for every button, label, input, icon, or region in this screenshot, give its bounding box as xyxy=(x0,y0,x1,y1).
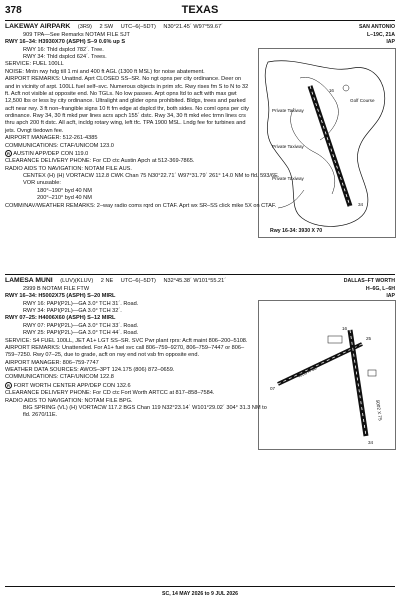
service: SERVICE: FUEL 100LL xyxy=(5,61,64,68)
radar-r-icon: R xyxy=(5,382,12,389)
vor-unusable-2: 200°–210° byd 40 NM xyxy=(37,195,92,202)
runway-16-34-dimension: 5002 X 75 xyxy=(375,399,383,421)
sectional-region: SAN ANTONIO xyxy=(358,24,395,30)
vor-unusable: VOR unusable: xyxy=(23,180,61,187)
iap-label: IAP xyxy=(386,39,395,46)
radio-aids: RADIO AIDS TO NAVIGATION: NOTAM FILE BPG. xyxy=(5,397,133,404)
iap-label: IAP xyxy=(386,293,395,300)
page-number: 378 xyxy=(5,5,22,16)
airport-name: LAMESA MUNI xyxy=(5,277,53,284)
runway-16-34-mark xyxy=(310,86,350,206)
runway-07-label: 07 xyxy=(270,386,276,391)
airport-coords: N32°45.38´ W101°55.21´ xyxy=(163,278,227,284)
runway-34-label: 34 xyxy=(358,202,364,207)
entry-divider xyxy=(5,274,395,275)
airport-ident: (3R9) xyxy=(77,24,92,30)
airport-utc: UTC–6(–5DT) xyxy=(120,278,156,284)
footer-rule xyxy=(5,586,395,587)
runway-07-25-dimension: 4006 X 60 xyxy=(296,365,318,379)
effective-dates: SC, 14 MAY 2026 to 9 JUL 2026 xyxy=(161,591,239,598)
airport-coords: N30°21.45´ W97°59.67´ xyxy=(163,24,223,30)
runway-34: RWY 34: Thld dsplcd 624´. Trees. xyxy=(23,54,107,61)
header-rule xyxy=(5,20,395,21)
runway-16-label: 16 xyxy=(328,88,334,93)
vortac-info: CENTEX (H) (H) VORTACW 112.8 CWK Chan 75 N30°22.71´ W97°31.79´ 261° 14.0 NM to fld. 593/6E. xyxy=(23,173,280,180)
runway-25-label: 25 xyxy=(366,336,372,341)
radio-aids: RADIO AIDS TO NAVIGATION: NOTAM FILE AUS. xyxy=(5,165,132,172)
airport-remarks: AIRPORT REMARKS: Unattended. For A1+ fuel svc call 806–759–9270, 806–759–7447 or 806–759–7250. Rwy 07–25, due to grade, acft on rwy end not vsb fm opposite end. xyxy=(5,344,245,359)
vor-unusable-1: 180°–190° byd 40 NM xyxy=(37,187,92,194)
approach-control: FORT WORTH CENTER APP/DEP CON 132.6 xyxy=(13,382,131,389)
private-taxiway-label-2: Private Taxiway xyxy=(272,144,304,149)
runway-16-34: RWY 16–34: H5002X75 (ASPH) S–20 MIRL xyxy=(5,293,116,300)
private-taxiway-label-3: Private Taxiway xyxy=(272,176,304,181)
runway-main: RWY 16–34: H3930X70 (ASPH) S–9 0.6% up S xyxy=(5,39,126,46)
clearance-delivery: CLEARANCE DELIVERY PHONE: For CD ctc Austin Apch at 512-369-7865. xyxy=(5,158,195,165)
airport-manager: AIRPORT MANAGER: 806–759-7747 xyxy=(5,359,99,366)
private-taxiway-label-1: Private Taxiway xyxy=(272,108,304,113)
airport-name: LAKEWAY AIRPARK xyxy=(5,23,71,30)
runway-07-25: RWY 07–25: H4006X60 (ASPH) S–12 MIRL xyxy=(5,315,116,322)
service: SERVICE: S4 FUEL 100LL, JET A1+ LGT SS–SR. SVC Pwr plant rprs: Acft maint 806–200–5108. xyxy=(5,337,248,344)
runway-16: RWY 16: PAPI(P2L)—GA 3.0° TCH 31´. Road. xyxy=(23,300,139,307)
weather-sources: WEATHER DATA SOURCES: AWOS–3PT 124.175 (806) 872–0659. xyxy=(5,367,175,374)
radar-r-icon: R xyxy=(5,150,12,157)
lakeway-airport-diagram xyxy=(258,48,396,238)
clearance-delivery: CLEARANCE DELIVERY PHONE: For CD ctc Fort Worth ARTCC at 817–858–7584. xyxy=(5,390,215,397)
runway-25: RWY 25: PAPI(P2L)—GA 3.0° TCH 44´. Road. xyxy=(23,330,139,337)
airport-ident: (LUV)(KLUV) xyxy=(60,278,94,284)
lamesa-airport-diagram xyxy=(258,300,396,450)
communications: COMMUNICATIONS: CTAF/UNICOM 123.0 xyxy=(5,142,114,149)
elevation-line: 2999 B NOTAM FILE FTW xyxy=(23,285,90,292)
page-header xyxy=(0,0,400,22)
airport-location: 2 SW xyxy=(99,24,114,30)
airport-remarks: AIRPORT REMARKS: Unattnd. Aprt CLOSED SS–SR. No ngt opns per city ordinance. Deer on and in vicinity of arpt. 100LL fuel self–svc. Numerous objects in prim sfc. Rwy rises fm S to N to 32 ft. Acft not visible at opposite end. No TGLs. No low passes. Arpt opns ltd to acft with max gwt 12,500 lbs or less by city ordinance. Ultralight and glider opns prohibited. Bldgs, trees and parked acft near rwy. 3 ft non–frangible signs 10 ft fm edge at dsplcd thr, both sides. No coml opns per city ordinance. Rwy 34, 30 ft mkd pwr lines acrs apch 155´ dstc. Rwy 34, 30 ft mkd elec trmn lines crs thru apch 200 ft dstc. All acft, incldg rotary wing, left tfc. TPA 1900 MSL. Lndg fee for turbines and jets. Ovngt tiedown fee. xyxy=(5,76,249,134)
noise-remarks: NOISE: Mntn rwy hdg till 1 mi and 400 ft AGL (1300 ft MSL) for noise abatement. xyxy=(5,68,205,75)
communications: COMMUNICATIONS: CTAF/UNICOM 122.8 xyxy=(5,374,114,381)
runway-16: RWY 16: Thld dsplcd 782´. Tree. xyxy=(23,46,104,53)
chart-reference: H–6G, L–6H xyxy=(365,285,395,292)
chart-reference: L–19C, 21A xyxy=(367,31,395,38)
airport-manager: AIRPORT MANAGER: 512-261-4385 xyxy=(5,135,98,142)
airport-utc: UTC–6(–5DT) xyxy=(120,24,156,30)
state-title: TEXAS xyxy=(181,4,219,16)
runway-34-label: 34 xyxy=(368,440,374,445)
golf-course-label: Golf Course xyxy=(350,98,375,103)
runway-07: RWY 07: PAPI(P2L)—GA 3.0° TCH 33´. Road. xyxy=(23,322,139,329)
airport-location: 2 NE xyxy=(100,278,114,284)
runway-34: RWY 34: PAPI(P2L)—GA 3.0° TCH 32´. xyxy=(23,308,122,315)
approach-control: AUSTIN APP/DEP CON 119.0 xyxy=(13,150,89,157)
elevation-line: 909 TPA—See Remarks NOTAM FILE SJT xyxy=(23,31,130,38)
runway-16-label: 16 xyxy=(342,326,348,331)
sectional-region: DALLAS–FT WORTH xyxy=(343,278,395,284)
comm-nav-weather: COMM/NAV/WEATHER REMARKS: 2–way radio coms rqrd on CTAF. Aprt wx SR–SS click mike 5X on CTAF. xyxy=(5,202,277,209)
vortac-info: BIG SPRING (VL) (H) VORTACW 117.2 BGS Chan 119 N32°23.14´ W101°29.02´ 304° 31.3 NM to fld. 2670/11E. xyxy=(23,404,267,419)
runway-07-25-mark xyxy=(278,344,362,384)
runway-dimension-label: Rwy 16-34: 3930 X 70 xyxy=(270,228,323,234)
